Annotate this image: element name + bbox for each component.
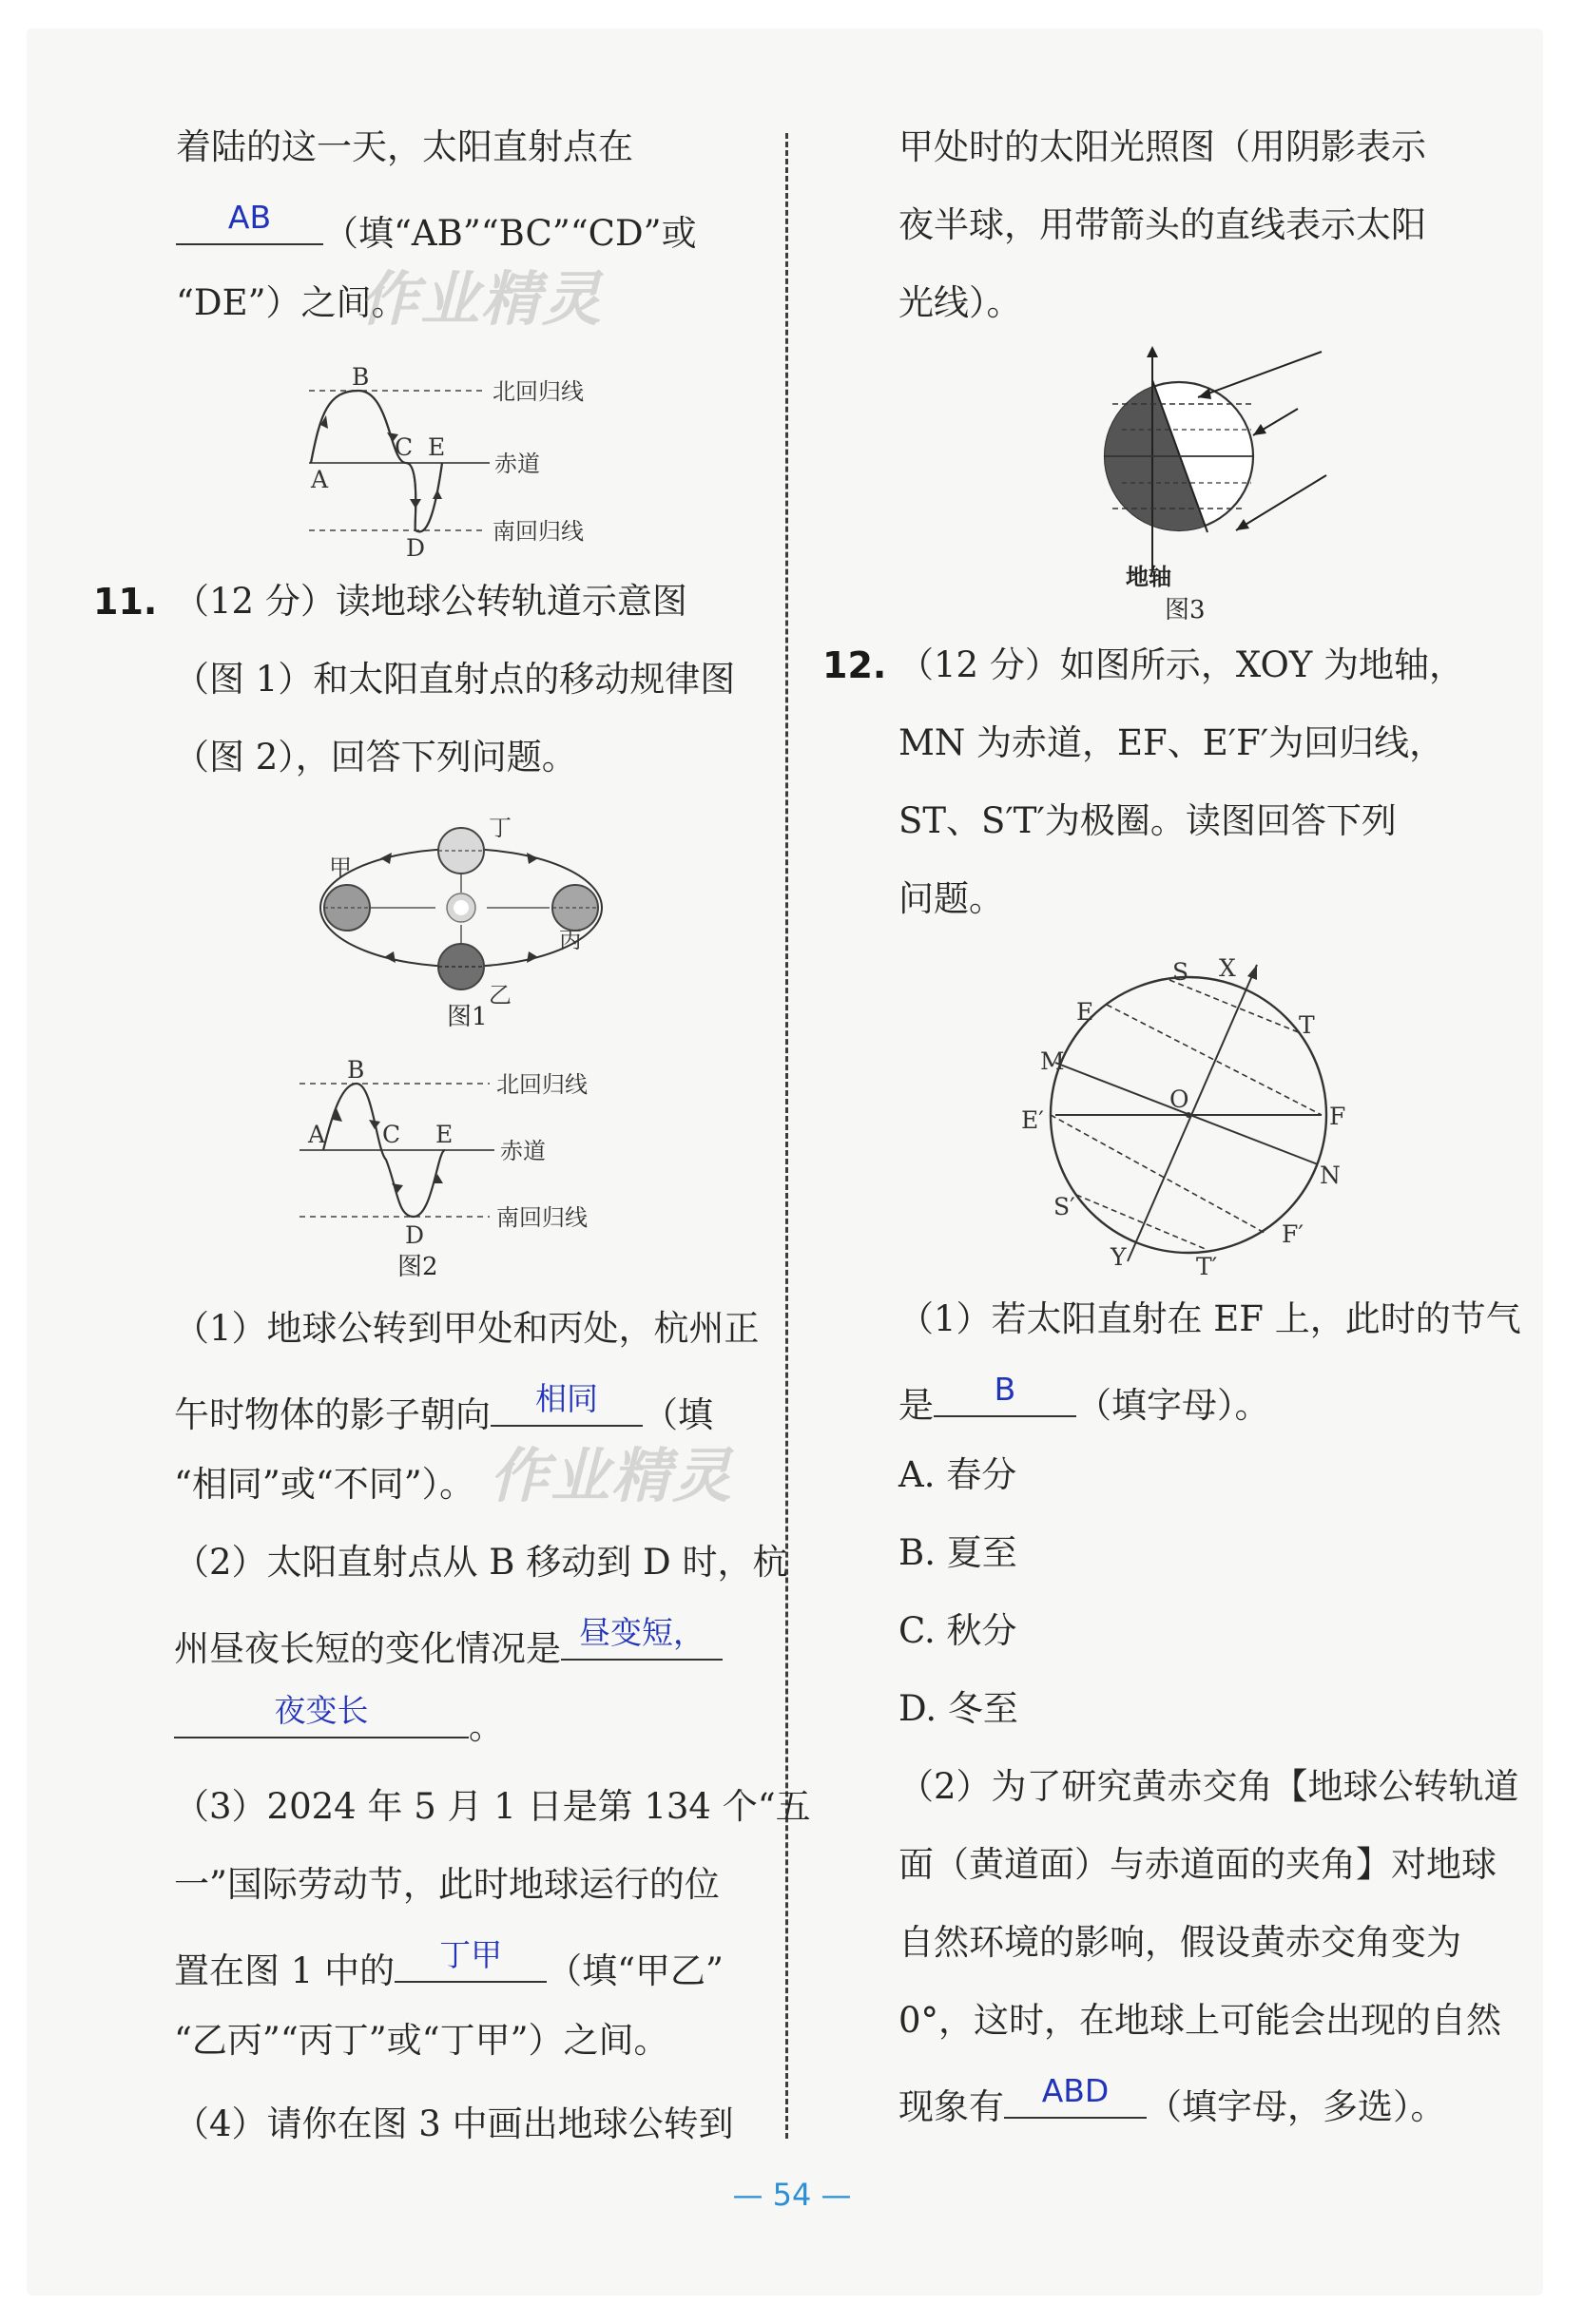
fig-top-tropic-north: 北回归线: [493, 378, 584, 405]
q12-p2-line3: 自然环境的影响，假设黄赤交角变为: [898, 1922, 1461, 1963]
q11-p3-line3-prefix: 置在图 1 中的: [174, 1950, 396, 1991]
q12-p1-answer: B: [994, 1371, 1016, 1408]
sun-path-figure-top: [299, 356, 604, 561]
q12-fig-label-m: M: [1040, 1047, 1065, 1075]
q11-line1: （12 分）读地球公转轨道示意图: [174, 581, 687, 622]
q11-p2-line3-suffix: 。: [469, 1706, 504, 1747]
q11-p4-line1: （4）请你在图 3 中画出地球公转到: [174, 2103, 734, 2144]
fig2-caption: 图2: [397, 1253, 438, 1281]
q11-p1-line1: （1）地球公转到甲处和丙处，杭州正: [174, 1308, 760, 1349]
fig3-axis-label: 地轴: [1126, 564, 1171, 589]
q11-p1-line3: “相同”或“不同”）。: [174, 1464, 475, 1505]
q12-fig-label-y: Y: [1111, 1243, 1127, 1271]
q11-p4-cont-line3: 光线）。: [898, 282, 1022, 323]
q11-p2-answer-blank-a[interactable]: [561, 1614, 723, 1661]
q12-fig-label-f: F: [1329, 1103, 1346, 1130]
watermark-top: 作业精灵: [359, 264, 604, 334]
q11-p1-line2-suffix: （填: [643, 1394, 713, 1435]
orbit-label-yi: 乙: [489, 982, 512, 1008]
q11-p2-answer-b: 夜变长: [274, 1692, 369, 1729]
q12-option-a[interactable]: A. 春分: [898, 1454, 1017, 1495]
orbit-label-jia: 甲: [329, 855, 352, 881]
q12-p2-line5-suffix: （填字母，多选）。: [1147, 2086, 1446, 2127]
q12-p1-line2-suffix: （填字母）。: [1076, 1385, 1270, 1426]
q12-line4: 问题。: [898, 878, 1004, 919]
orbit-label-ding: 丁: [489, 815, 512, 841]
q11-p2-line3: [174, 1692, 504, 1751]
intro-line2: [176, 199, 697, 258]
orbit-label-bing: 丙: [559, 927, 582, 953]
q11-p2-line1: （2）太阳直射点从 B 移动到 D 时，杭: [174, 1542, 788, 1583]
page-number: — 54 —: [732, 2177, 852, 2213]
q12-line1: （12 分）如图所示，XOY 为地轴，: [898, 644, 1465, 685]
fig2-point-b: B: [347, 1056, 365, 1084]
q12-p2-line5: [898, 2072, 1446, 2131]
q12-fig-label-e: E: [1076, 998, 1094, 1026]
q12-option-d[interactable]: D. 冬至: [898, 1688, 1018, 1729]
q12-p2-answer: ABD: [1041, 2072, 1110, 2109]
q11-p2-line2: [174, 1614, 723, 1673]
q11-number: 11.: [93, 581, 158, 623]
intro-line2-suffix: （填“AB”“BC”“CD”或: [323, 213, 697, 254]
q12-p2-line1: （2）为了研究黄赤交角【地球公转轨道: [898, 1766, 1519, 1807]
q12-option-b[interactable]: B. 夏至: [898, 1532, 1017, 1573]
q11-p3-line3: [174, 1936, 724, 1995]
q11-p3-line3-suffix: （填“甲乙”: [547, 1950, 724, 1991]
q11-p2-answer-blank-b[interactable]: [174, 1692, 469, 1738]
q12-fig-label-t2: T′: [1196, 1253, 1218, 1280]
sun-path-figure-2: [295, 1055, 618, 1259]
q12-p2-answer-blank[interactable]: [1004, 2072, 1147, 2119]
q11-p3-line4: “乙丙”“丙丁”或“丁甲”）之间。: [174, 2020, 669, 2061]
q11-p3-answer-blank[interactable]: [395, 1936, 547, 1983]
fig2-point-a: A: [308, 1121, 326, 1148]
fig-top-point-b: B: [352, 363, 370, 391]
earth-axis-figure: [1008, 946, 1369, 1288]
q12-p2-line2: 面（黄道面）与赤道面的夹角】对地球: [898, 1844, 1497, 1885]
q11-p2-answer-a: 昼变短，: [579, 1614, 705, 1651]
q12-fig-label-e2: E′: [1021, 1106, 1044, 1134]
column-divider: [785, 133, 788, 2139]
q11-p1-answer: 相同: [535, 1380, 598, 1417]
fig-top-equator: 赤道: [494, 451, 540, 477]
q12-fig-label-f2: F′: [1282, 1220, 1304, 1248]
q12-p2-line5-prefix: 现象有: [898, 2086, 1004, 2127]
intro-line3: “DE”）之间。: [176, 282, 407, 323]
q12-p1-answer-blank[interactable]: [934, 1373, 1076, 1417]
q12-option-c[interactable]: C. 秋分: [898, 1610, 1017, 1651]
q11-p4-cont-line2: 夜半球，用带箭头的直线表示太阳: [898, 204, 1426, 245]
fig3-caption: 图3: [1165, 596, 1206, 624]
q12-fig-label-x: X: [1219, 954, 1236, 982]
q11-p3-answer: 丁甲: [439, 1936, 503, 1973]
q12-p1-line2: [898, 1373, 1270, 1430]
q11-p3-line2: 一”国际劳动节，此时地球运行的位: [174, 1864, 720, 1905]
watermark-middle: 作业精灵: [490, 1441, 734, 1510]
intro-answer: AB: [227, 199, 272, 236]
q12-p1-line2-prefix: 是: [898, 1385, 934, 1426]
illumination-figure: [1093, 342, 1341, 589]
fig-top-point-a: A: [311, 466, 329, 493]
q12-p2-line4: 0°，这时，在地球上可能会出现的自然: [898, 2000, 1502, 2041]
fig-top-point-c: C: [395, 433, 414, 461]
fig2-tropic-north: 北回归线: [496, 1071, 588, 1098]
fig2-point-c: C: [382, 1121, 401, 1148]
intro-line1: [176, 124, 746, 171]
q12-fig-label-o: O: [1169, 1085, 1189, 1113]
q11-p3-line1: （3）2024 年 5 月 1 日是第 134 个“五: [174, 1786, 811, 1827]
fig2-point-d: D: [405, 1221, 425, 1249]
q12-fig-label-s: S: [1172, 958, 1189, 986]
q11-line3: （图 2），回答下列问题。: [174, 737, 577, 778]
fig2-tropic-south: 南回归线: [496, 1204, 588, 1231]
q12-fig-label-s2: S′: [1053, 1193, 1075, 1220]
fig-top-point-e: E: [428, 433, 446, 461]
q12-line2: MN 为赤道，EF、E′F′为回归线，: [898, 722, 1445, 763]
q12-fig-label-t: T: [1299, 1011, 1315, 1039]
q11-line2: （图 1）和太阳直射点的移动规律图: [174, 659, 736, 700]
fig-top-tropic-south: 南回归线: [493, 518, 584, 545]
intro-line1-text: 着陆的这一天，太阳直射点在: [176, 126, 633, 167]
q11-p1-line2-prefix: 午时物体的影子朝向: [174, 1394, 491, 1435]
q12-p1-line1: （1）若太阳直射在 EF 上，此时的节气: [898, 1298, 1521, 1339]
q11-p2-line2-prefix: 州昼夜长短的变化情况是: [174, 1628, 561, 1669]
q11-p4-cont-line1: 甲处时的太阳光照图（用阴影表示: [898, 126, 1426, 167]
intro-answer-blank[interactable]: [176, 199, 323, 245]
q12-fig-label-n: N: [1320, 1162, 1341, 1189]
q11-p1-answer-blank[interactable]: [491, 1380, 643, 1427]
fig-top-point-d: D: [406, 534, 426, 561]
fig2-point-e: E: [435, 1121, 454, 1148]
fig1-caption: 图1: [447, 1003, 488, 1031]
q12-number: 12.: [822, 644, 887, 686]
q12-line3: ST、S′T′为极圈。读图回答下列: [898, 800, 1397, 841]
fig2-equator: 赤道: [500, 1138, 546, 1164]
